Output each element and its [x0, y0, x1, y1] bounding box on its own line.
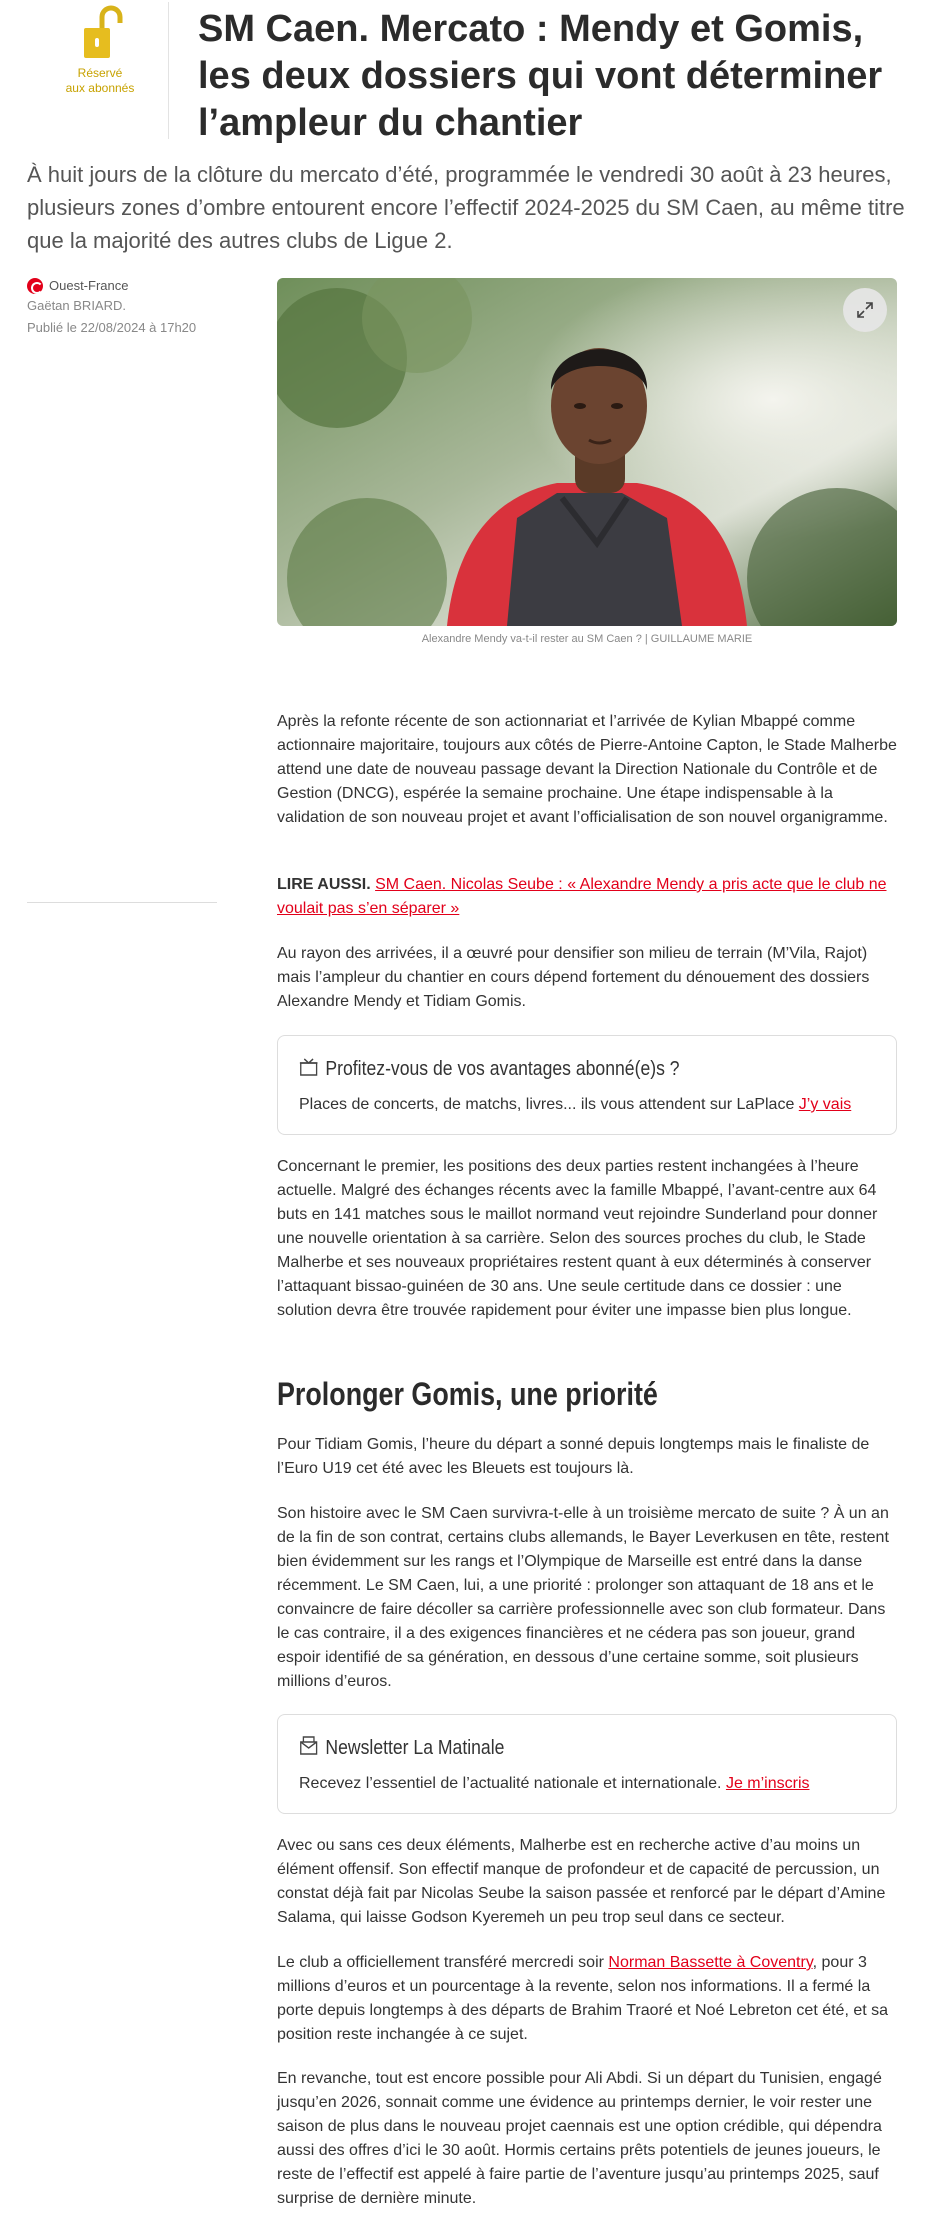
newsletter-text: Recevez l’essentiel de l’actualité nationale et internationale.: [299, 1775, 726, 1792]
badge-line-1: Réservé: [77, 66, 123, 80]
photo-caption: Alexandre Mendy va-t-il rester au SM Caen ? | GUILLAUME MARIE: [421, 633, 753, 645]
paragraph-8: En revanche, tout est encore possible pour Ali Abdi. Si un départ du Tunisien, engagé jusqu’en 2026, sonnait comme une évidence au printemps dernier, le voir rester une saison de plus dans le nouveau projet caennais est une option crédible, qui dépendra aussi des offres d’ici le 30 août. Hormis certains prêts potentiels de jeunes joueurs, le reste de l’effectif est appelé à faire partie de l’aventure jusqu’au printemps 2025, sauf surprise de dernière minute.: [277, 2070, 882, 2207]
article-title: SM Caen. Mercato : Mendy et Gomis, les deux dossiers qui vont déterminer l’ampleur du chantier: [198, 8, 883, 144]
publish-date: Publié le 22/08/2024 à 17h20: [27, 320, 197, 335]
read-also: [277, 873, 897, 921]
article-photo[interactable]: [277, 278, 897, 626]
paragraph-7: [277, 1951, 897, 2047]
paragraph-7-start: Le club a officiellement transféré mercredi soir: [277, 1954, 609, 1971]
header-divider: [168, 2, 169, 139]
paragraph-2: Au rayon des arrivées, il a œuvré pour densifier son milieu de terrain (M’Vila, Rajot) mais l’ampleur du chantier en cours dépend fortement du dénouement des dossiers Alexandre Mendy et Tidiam Gomis.: [277, 945, 870, 1010]
article-lead: À huit jours de la clôture du mercato d’été, programmée le vendredi 30 août à 23 heures, plusieurs zones d’ombre entourent encore l’effectif 2024-2025 du SM Caen, au même titre que la majorité des autres clubs de Ligue 2.: [27, 162, 905, 253]
benefits-text: Places de concerts, de matchs, livres... ils vous attendent sur LaPlace: [299, 1096, 799, 1113]
newsletter-subscribe-link[interactable]: Je m’inscris: [725, 1775, 810, 1792]
newsletter-box: [277, 1714, 897, 1814]
expand-icon: [855, 300, 875, 320]
subscriber-badge: [40, 0, 160, 96]
mail-icon: [299, 1735, 325, 1761]
article-meta: [27, 276, 227, 338]
paragraph-7-end: , pour 3 millions d’euros et un pourcentage à la revente, selon nos informations. Il a fermé la porte depuis longtemps à des départs de Brahim Traoré et Noé Lebreton cet été, et sa position reste inchangée à ce sujet.: [277, 1954, 889, 2043]
paragraph-6: Avec ou sans ces deux éléments, Malherbe est en recherche active d’au moins un élément offensif. Son effectif manque de profondeur et de capacité de percussion, un constat déjà fait par Nicolas Seube la saison passée et renforcé par le départ d’Amine Salama, qui laisse Godson Kyeremeh un peu trop seul dans ce secteur.: [277, 1837, 886, 1926]
paragraph-1: Après la refonte récente de son actionnariat et l’arrivée de Kylian Mbappé comme actionnaire majoritaire, toujours aux côtés de Pierre-Antoine Capton, le Stade Malherbe attend une date de nouveau passage devant la Direction Nationale du Contrôle et de Gestion (DNCG), espérée la semaine prochaine. Une étape indispensable à la validation de son nouveau projet et avant l’officialisation de son nouvel organigramme.: [277, 713, 897, 826]
section-heading: Prolonger Gomis, une priorité: [277, 1376, 658, 1412]
paragraph-5: Son histoire avec le SM Caen survivra-t-elle à un troisième mercato de suite ? À un an de la fin de son contrat, certains clubs allemands, le Bayer Leverkusen en tête, restent bien évidemment sur les rangs et l’Olympique de Marseille est entré dans la danse récemment. Le SM Caen, lui, a une priorité : prolonger son attaquant de 18 ans et le convaincre de faire décoller sa carrière professionnelle avec son club formateur. Dans le cas contraire, il a des exigences financières et ne cédera pas son joueur, grand espoir identifié de sa génération, en dessous d’une certaine somme, soit plusieurs millions d’euros.: [277, 1505, 889, 1690]
read-also-link[interactable]: SM Caen. Nicolas Seube : « Alexandre Mendy a pris acte que le club ne voulait pas s’en séparer »: [277, 876, 887, 917]
bassette-link[interactable]: Norman Bassette à Coventry: [608, 1954, 813, 1971]
benefits-link[interactable]: J’y vais: [798, 1096, 852, 1113]
benefits-title: Profitez-vous de vos avantages abonné(e)s ?: [325, 1057, 680, 1080]
source[interactable]: [27, 276, 227, 296]
sidebar-divider: [27, 902, 217, 903]
newsletter-title: Newsletter La Matinale: [325, 1736, 505, 1759]
badge-line-2: aux abonnés: [65, 81, 135, 95]
expand-photo-button[interactable]: [843, 288, 887, 332]
read-also-label: LIRE AUSSI.: [277, 876, 371, 893]
article-header: [0, 0, 944, 144]
open-padlock-icon: [40, 4, 160, 60]
ouest-france-logo-icon: [27, 278, 43, 294]
source-name[interactable]: Ouest-France: [49, 278, 129, 293]
subscriber-benefits-box: [277, 1035, 897, 1135]
paragraph-4: Pour Tidiam Gomis, l’heure du départ a sonné depuis longtemps mais le finaliste de l’Euro U19 cet été avec les Bleuets est toujours là.: [277, 1436, 870, 1477]
paragraph-3: Concernant le premier, les positions des deux parties restent inchangées à l’heure actuelle. Malgré des échanges récents avec la famille Mbappé, l’avant-centre aux 64 buts en 141 matches sous le maillot normand veut rejoindre Sunderland pour donner une nouvelle orientation à sa carrière. Selon des sources proches du club, le Stade Malherbe et ses nouveaux propriétaires restent quant à eux déterminés à conserver l’attaquant bissao-guinéen de 30 ans. Une seule certitude dans ce dossier : une solution devra être trouvée rapidement pour éviter une impasse bien plus longue.: [277, 1158, 878, 1319]
author: Gaëtan BRIARD.: [27, 298, 126, 313]
gift-icon: [299, 1056, 325, 1082]
